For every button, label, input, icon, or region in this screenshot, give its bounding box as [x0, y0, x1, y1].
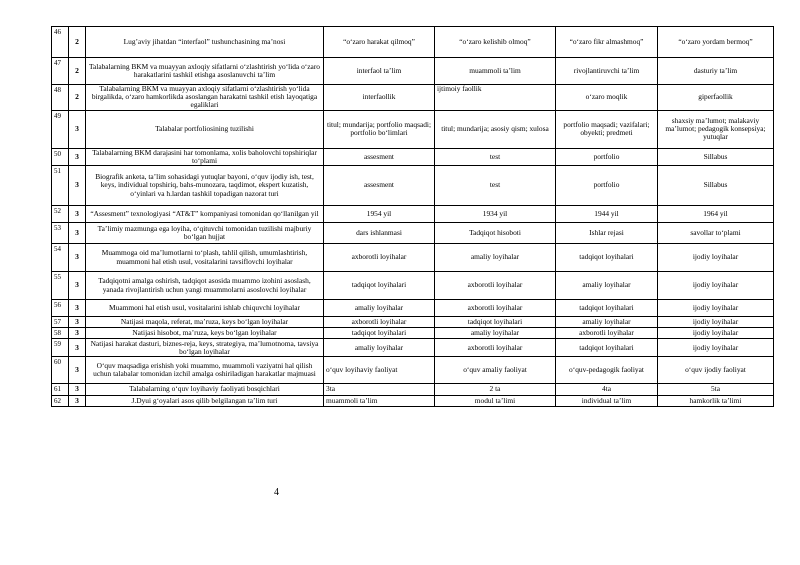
answer-option: amaliy loyihalar — [556, 272, 658, 300]
answer-option: dasturiy ta’lim — [658, 58, 774, 85]
answer-option: portfolio — [556, 148, 658, 165]
difficulty-level: 3 — [69, 110, 86, 148]
answer-option: axborotli loyihalar — [435, 300, 556, 317]
answer-option: assesment — [324, 148, 435, 165]
table-row — [52, 244, 774, 272]
answer-option: ijodiy loyihalar — [658, 339, 774, 357]
test-table-page — [51, 26, 774, 407]
question-text: Talabalarning BKM darajasini har tomonlama, xolis baholovchi topshiriqlar to‘plami — [86, 148, 324, 165]
answer-option: o‘zaro moqlik — [556, 85, 658, 111]
table-row — [52, 357, 774, 384]
question-number: 62 — [52, 395, 69, 406]
answer-option: axborotli loyihalar — [435, 339, 556, 357]
difficulty-level: 3 — [69, 328, 86, 339]
answer-option: “o‘zaro yordam bermoq” — [658, 27, 774, 58]
question-text: Natijasi harakat dasturi, biznes-reja, keys, strategiya, ma’lumotnoma, tavsiya bo‘lgan loyihalar — [86, 339, 324, 357]
answer-option: “o‘zaro kelishib olmoq” — [435, 27, 556, 58]
table-row — [52, 110, 774, 148]
answer-option: interfaol ta’lim — [324, 58, 435, 85]
answer-option: tadqiqot loyihalari — [556, 244, 658, 272]
difficulty-level: 2 — [69, 27, 86, 58]
difficulty-level: 3 — [69, 223, 86, 244]
difficulty-level: 3 — [69, 317, 86, 328]
answer-option: 2 ta — [435, 384, 556, 395]
answer-option: ijodiy loyihalar — [658, 244, 774, 272]
question-text: Muammoni hal etish usul, vositalarini ishlab chiquvchi loyihalar — [86, 300, 324, 317]
answer-option: tadqiqot loyihalari — [556, 300, 658, 317]
question-number: 50 — [52, 148, 69, 165]
question-number: 52 — [52, 206, 69, 223]
question-text: Talabalar portfoliosining tuzilishi — [86, 110, 324, 148]
answer-option: amaliy loyihalar — [324, 300, 435, 317]
answer-option: axborotli loyihalar — [324, 317, 435, 328]
question-text: J.Dyui g‘oyalari asos qilib belgilangan ta’lim turi — [86, 395, 324, 406]
table-row — [52, 272, 774, 300]
answer-option: ijodiy loyihalar — [658, 300, 774, 317]
question-text: Natijasi maqola, referat, ma’ruza, keys bo‘lgan loyihalar — [86, 317, 324, 328]
difficulty-level: 2 — [69, 85, 86, 111]
question-text: Lug’aviy jihatdan “interfaol” tushunchasining ma’nosi — [86, 27, 324, 58]
question-text: Ta’limiy mazmunga ega loyiha, o‘qituvchi tomonidan tuzilishi majburiy bo‘lgan hujjat — [86, 223, 324, 244]
question-number: 55 — [52, 272, 69, 300]
table-body — [52, 27, 774, 407]
question-text: Talabalarning BKM va muayyan axloqiy sifatlarni o‘zlashtirish yo‘lida o‘zaro harakatlarini tashkil etishga asoslanuvchi ta’lim — [86, 58, 324, 85]
answer-option: test — [435, 166, 556, 206]
answer-option: “o‘zaro harakat qilmoq” — [324, 27, 435, 58]
answer-option: axborotli loyihalar — [435, 272, 556, 300]
table-row — [52, 317, 774, 328]
answer-option: amaliy loyihalar — [435, 328, 556, 339]
question-text: Biografik anketa, ta’lim sohasidagi yutuqlar bayoni, o‘quv ijodiy ish, test, keys, individual topshiriq, bahs-munozara, taqdimot, ekspert kuzatish, o‘yinlari va h.lardan tashkil topadigan nazorat turi — [86, 166, 324, 206]
answer-option: shaxsiy ma’lumot; malakaviy ma’lumot; pedagogik konsepsiya; yutuqlar — [658, 110, 774, 148]
answer-option: giperfaollik — [658, 85, 774, 111]
answer-option: 5ta — [658, 384, 774, 395]
answer-option: Sillabus — [658, 166, 774, 206]
difficulty-level: 3 — [69, 300, 86, 317]
answer-option: individual ta’lim — [556, 395, 658, 406]
answer-option: test — [435, 148, 556, 165]
difficulty-level: 3 — [69, 339, 86, 357]
answer-option: hamkorlik ta’limi — [658, 395, 774, 406]
answer-option: tadqiqot loyihalari — [556, 339, 658, 357]
difficulty-level: 3 — [69, 272, 86, 300]
table-row — [52, 27, 774, 58]
answer-option: o‘quv loyihaviy faoliyat — [324, 357, 435, 384]
table-row — [52, 166, 774, 206]
answer-option: Sillabus — [658, 148, 774, 165]
question-number: 58 — [52, 328, 69, 339]
table-row — [52, 395, 774, 406]
page-number: 4 — [274, 487, 279, 498]
difficulty-level: 3 — [69, 166, 86, 206]
answer-option: ijodiy loyihalar — [658, 317, 774, 328]
question-text: “Assesment” texnologiyasi “AT&T” kompaniyasi tomonidan qo‘llanilgan yil — [86, 206, 324, 223]
table-row — [52, 85, 774, 111]
question-text: Muammoga oid ma’lumotlarni to‘plash, tahlil qilish, umumlashtirish, muammoni hal etish usul, vositalarini tavsiflovchi loyihalar — [86, 244, 324, 272]
answer-option: 1944 yil — [556, 206, 658, 223]
question-text: O‘quv maqsadiga erishish yoki muammo, muammoli vaziyatni hal qilish uchun talabalar tomonidan izchil amalga oshiriladigan harakatlar majmuasi — [86, 357, 324, 384]
answer-option: titul; mundarija; portfolio maqsadi; portfolio bo‘limlari — [324, 110, 435, 148]
difficulty-level: 3 — [69, 244, 86, 272]
answer-option: amaliy loyihalar — [324, 339, 435, 357]
answer-option: axborotli loyihalar — [556, 328, 658, 339]
question-number: 57 — [52, 317, 69, 328]
answer-option: muammoli ta’lim — [435, 58, 556, 85]
difficulty-level: 3 — [69, 384, 86, 395]
question-number: 61 — [52, 384, 69, 395]
table-row — [52, 328, 774, 339]
answer-option: o‘quv-pedagogik faoliyat — [556, 357, 658, 384]
difficulty-level: 3 — [69, 357, 86, 384]
answer-option: ijodiy loyihalar — [658, 328, 774, 339]
question-text: Talabalarning o‘quv loyihaviy faoliyati bosqichlari — [86, 384, 324, 395]
answer-option: tadqiqot loyihalari — [324, 272, 435, 300]
answer-option: assesment — [324, 166, 435, 206]
question-number: 60 — [52, 357, 69, 384]
answer-option: tadqiqot loyihalari — [435, 317, 556, 328]
answer-option: muammoli ta’lim — [324, 395, 435, 406]
question-number: 49 — [52, 110, 69, 148]
question-text: Tadqiqotni amalga oshirish, tadqiqot asosida muammo izohini asoslash, yanada rivojlantirish uchun yangi muammolarni asoslovchi loyihalar — [86, 272, 324, 300]
answer-option: amaliy loyihalar — [435, 244, 556, 272]
question-number: 46 — [52, 27, 69, 58]
answer-option: titul; mundarija; asosiy qism; xulosa — [435, 110, 556, 148]
question-number: 54 — [52, 244, 69, 272]
answer-option: ijodiy loyihalar — [658, 272, 774, 300]
answer-option: tadqiqot loyihalari — [324, 328, 435, 339]
answer-option: 1964 yil — [658, 206, 774, 223]
answer-option: modul ta’limi — [435, 395, 556, 406]
table-row — [52, 206, 774, 223]
answer-option: ijtimoiy faollik — [435, 85, 556, 111]
answer-option: 1954 yil — [324, 206, 435, 223]
answer-option: portfolio maqsadi; vazifalari; obyekti; predmeti — [556, 110, 658, 148]
difficulty-level: 3 — [69, 395, 86, 406]
answer-option: savollar to‘plami — [658, 223, 774, 244]
question-number: 51 — [52, 166, 69, 206]
answer-option: Ishlar rejasi — [556, 223, 658, 244]
question-number: 53 — [52, 223, 69, 244]
answer-option: amaliy loyihalar — [556, 317, 658, 328]
answer-option: Tadqiqot hisoboti — [435, 223, 556, 244]
answer-option: axborotli loyihalar — [324, 244, 435, 272]
table-row — [52, 339, 774, 357]
question-text: Talabalarning BKM va muayyan axloqiy sifatlarni o‘zlashtirish yo‘lida birgalikda, o‘zaro hamkorlikda asoslangan harakatni tashkil etish layoqatiga egaliklari — [86, 85, 324, 111]
answer-option: dars ishlanmasi — [324, 223, 435, 244]
table-row — [52, 58, 774, 85]
table-row — [52, 300, 774, 317]
answer-option: o‘quv ijodiy faoliyat — [658, 357, 774, 384]
test-questions-table — [51, 26, 774, 407]
difficulty-level: 2 — [69, 58, 86, 85]
table-row — [52, 223, 774, 244]
answer-option: 4ta — [556, 384, 658, 395]
answer-option: rivojlantiruvchi ta’lim — [556, 58, 658, 85]
question-number: 48 — [52, 85, 69, 111]
question-number: 56 — [52, 300, 69, 317]
table-row — [52, 384, 774, 395]
answer-option: interfaollik — [324, 85, 435, 111]
answer-option: 3ta — [324, 384, 435, 395]
question-number: 59 — [52, 339, 69, 357]
difficulty-level: 3 — [69, 148, 86, 165]
difficulty-level: 3 — [69, 206, 86, 223]
question-number: 47 — [52, 58, 69, 85]
answer-option: o‘quv amaliy faoliyat — [435, 357, 556, 384]
table-row — [52, 148, 774, 165]
answer-option: 1934 yil — [435, 206, 556, 223]
question-text: Natijasi hisobot, ma’ruza, keys bo‘lgan loyihalar — [86, 328, 324, 339]
answer-option: portfolio — [556, 166, 658, 206]
answer-option: “o‘zaro fikr almashmoq” — [556, 27, 658, 58]
